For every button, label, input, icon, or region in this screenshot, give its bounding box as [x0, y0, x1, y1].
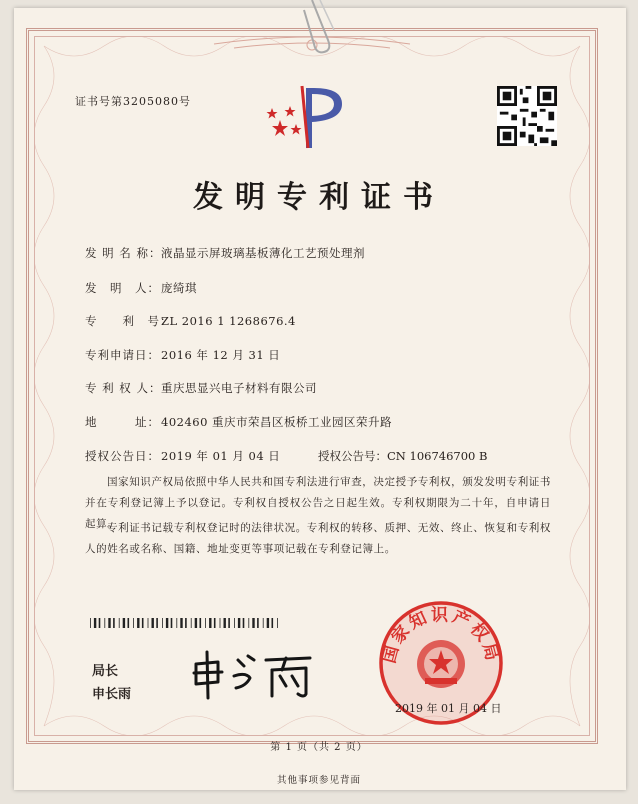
field-value: 2019 年 01 月 04 日 — [161, 449, 281, 463]
field-announcement-number — [318, 448, 487, 464]
statement-paragraph-2: 专利证书记载专利权登记时的法律状况。专利权的转移、质押、无效、终止、恢复和专利权人的姓名或名称、国籍、地址变更等事项记载在专利登记簿上。 — [85, 522, 551, 555]
field-value: 重庆思显兴电子材料有限公司 — [161, 381, 317, 395]
statement-paragraph-1: 国家知识产权局依照中华人民共和国专利法进行审查，决定授予专利权，颁发发明专利证书并在专利登记簿上予以登记。专利权自授权公告之日起生效。专利权期限为二十年，自申请日起算。 — [85, 476, 551, 530]
field-value: 2016 年 12 月 31 日 — [161, 348, 281, 362]
paper-clip-icon — [290, 0, 360, 60]
qr-code-icon — [497, 86, 557, 146]
field-label: 授权公告日： — [85, 449, 160, 463]
field-label: 专利申请日： — [85, 348, 160, 362]
seal-text: 国家知识产权局 — [379, 605, 503, 666]
field-address — [85, 414, 392, 430]
field-inventor — [85, 280, 197, 296]
certificate-title: 发明专利证书 — [193, 180, 445, 215]
field-label: 发 明 人： — [85, 281, 160, 295]
field-value: CN 106746700 B — [387, 449, 488, 463]
field-label: 地 址： — [85, 415, 160, 429]
field-grant-date — [85, 448, 280, 464]
certificate-number: 证书号第3205080号 — [75, 95, 191, 108]
field-value: 402460 重庆市荣昌区板桥工业园区荣升路 — [161, 415, 393, 429]
signatory-name: 申长雨 — [92, 687, 132, 702]
barcode — [90, 618, 280, 628]
field-patent-number — [85, 313, 296, 329]
field-patentee — [85, 380, 317, 396]
field-value: 庞绮琪 — [161, 281, 197, 295]
field-label: 专 利 号： — [85, 314, 173, 328]
seal-date: 2019 年 01 月 04 日 — [395, 702, 502, 715]
field-value: 液晶显示屏玻璃基板薄化工艺预处理剂 — [161, 246, 365, 260]
field-label: 专 利 权 人： — [85, 381, 162, 395]
field-application-date — [85, 347, 280, 363]
page-number: 第 1 页（共 2 页） — [270, 742, 368, 753]
field-label: 发 明 名 称： — [85, 246, 162, 260]
signatory-role: 局长 — [92, 664, 119, 679]
footer-note: 其他事项参见背面 — [276, 775, 361, 786]
patent-office-logo-icon — [262, 82, 352, 152]
national-emblem-icon — [417, 640, 465, 688]
field-value: ZL 2016 1 1268676.4 — [161, 314, 296, 328]
field-label: 授权公告号： — [318, 449, 387, 463]
handwritten-signature — [188, 646, 318, 702]
field-invention-name — [85, 245, 365, 261]
